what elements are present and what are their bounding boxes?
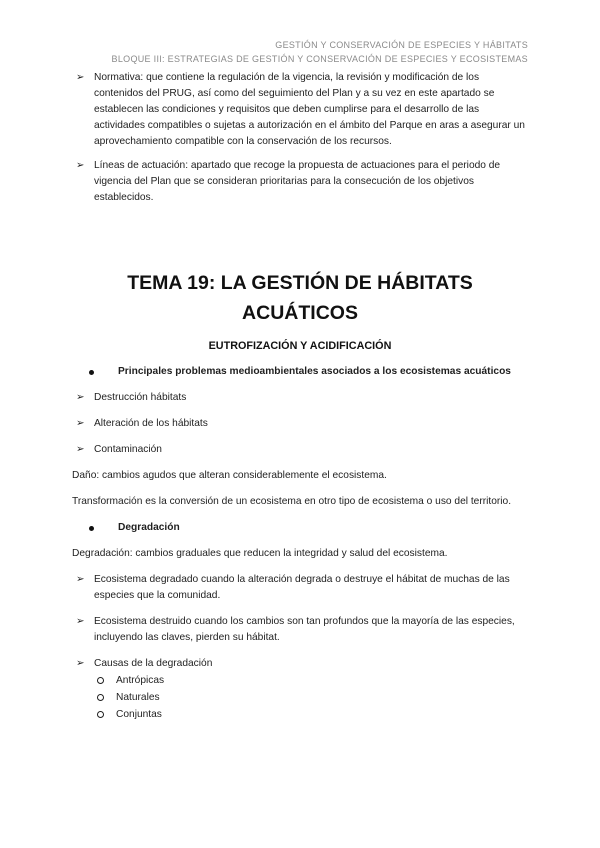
causes-label: Causas de la degradación — [94, 658, 213, 669]
list-item — [72, 442, 528, 458]
arrow-bullet-icon: ➢ — [76, 418, 85, 429]
section-subtitle: EUTROFIZACIÓN Y ACIDIFICACIÓN — [208, 340, 392, 352]
header-block-title: BLOQUE III: ESTRATEGIAS DE GESTIÓN Y CONSERVACIÓN DE ESPECIES Y ECOSISTEMAS — [111, 54, 528, 64]
list-item — [72, 706, 528, 723]
causes-list — [72, 672, 528, 723]
page-title: TEMA 19: LA GESTIÓN DE HÁBITATS ACUÁTICOS — [127, 272, 473, 324]
degradado-text: Ecosistema degradado cuando la alteración degrada o destruye el hábitat de muchas de las especies que la comunidad. — [94, 574, 510, 601]
header-course-title: GESTIÓN Y CONSERVACIÓN DE ESPECIES Y HÁBITATS — [275, 40, 528, 50]
cause-text: Conjuntas — [116, 709, 162, 720]
list-item — [72, 416, 528, 432]
cause-text: Antrópicas — [116, 675, 165, 686]
list-item — [72, 672, 528, 689]
degradacion-heading-text: Degradación — [118, 522, 180, 533]
transformacion-paragraph: Transformación es la conversión de un ecosistema en otro tipo de ecosistema o uso del territorio. — [72, 496, 512, 507]
arrow-bullet-icon: ➢ — [76, 444, 85, 455]
problems-heading-text: Principales problemas medioambientales asociados a los ecosistemas acuáticos — [118, 366, 511, 377]
list-item — [72, 572, 528, 604]
circle-bullet-icon — [97, 677, 104, 684]
section-heading-problems — [72, 364, 528, 380]
running-header — [112, 38, 528, 66]
section-heading-degradacion — [72, 520, 528, 536]
list-item — [72, 158, 528, 206]
arrow-bullet-icon: ➢ — [76, 658, 85, 669]
lineas-actuacion-text: Líneas de actuación: apartado que recoge la propuesta de actuaciones para el periodo de vigencia del Plan que se consideran prioritarias para la consecución de los objetivos establecidos. — [94, 160, 501, 203]
arrow-bullet-icon: ➢ — [76, 392, 85, 403]
list-item — [72, 656, 528, 672]
problem-item-text: Destrucción hábitats — [94, 392, 187, 403]
degradacion-paragraph: Degradación: cambios graduales que reducen la integridad y salud del ecosistema. — [72, 548, 448, 559]
destruido-text: Ecosistema destruido cuando los cambios son tan profundos que la mayoría de las especies, incluyendo las claves, pierden su hábitat. — [94, 616, 515, 643]
circle-bullet-icon — [97, 694, 104, 701]
list-item — [72, 689, 528, 706]
problem-item-text: Contaminación — [94, 444, 162, 455]
arrow-bullet-icon: ➢ — [76, 72, 85, 83]
list-item — [72, 614, 528, 646]
problem-item-text: Alteración de los hábitats — [94, 418, 208, 429]
arrow-bullet-icon: ➢ — [76, 616, 85, 627]
document-body — [72, 70, 528, 723]
dot-bullet-icon — [89, 370, 94, 375]
list-item — [72, 390, 528, 406]
arrow-bullet-icon: ➢ — [76, 574, 85, 585]
dano-paragraph: Daño: cambios agudos que alteran considerablemente el ecosistema. — [72, 470, 387, 481]
circle-bullet-icon — [97, 711, 104, 718]
dot-bullet-icon — [89, 526, 94, 531]
cause-text: Naturales — [116, 692, 160, 703]
normativa-text: Normativa: que contiene la regulación de la vigencia, la revisión y modificación de los contenidos del PRUG, así como del seguimiento del Plan y a su vez en este apartado se establecen las condiciones y requisitos que deben cumplirse para el desarrollo de las actividades compatibles o sujetas a autorización en el ámbito del Parque en aras a asegurar un aprovechamiento compatible con la conservación de los recursos. — [94, 72, 525, 147]
arrow-bullet-icon: ➢ — [76, 160, 85, 171]
list-item — [72, 70, 528, 150]
